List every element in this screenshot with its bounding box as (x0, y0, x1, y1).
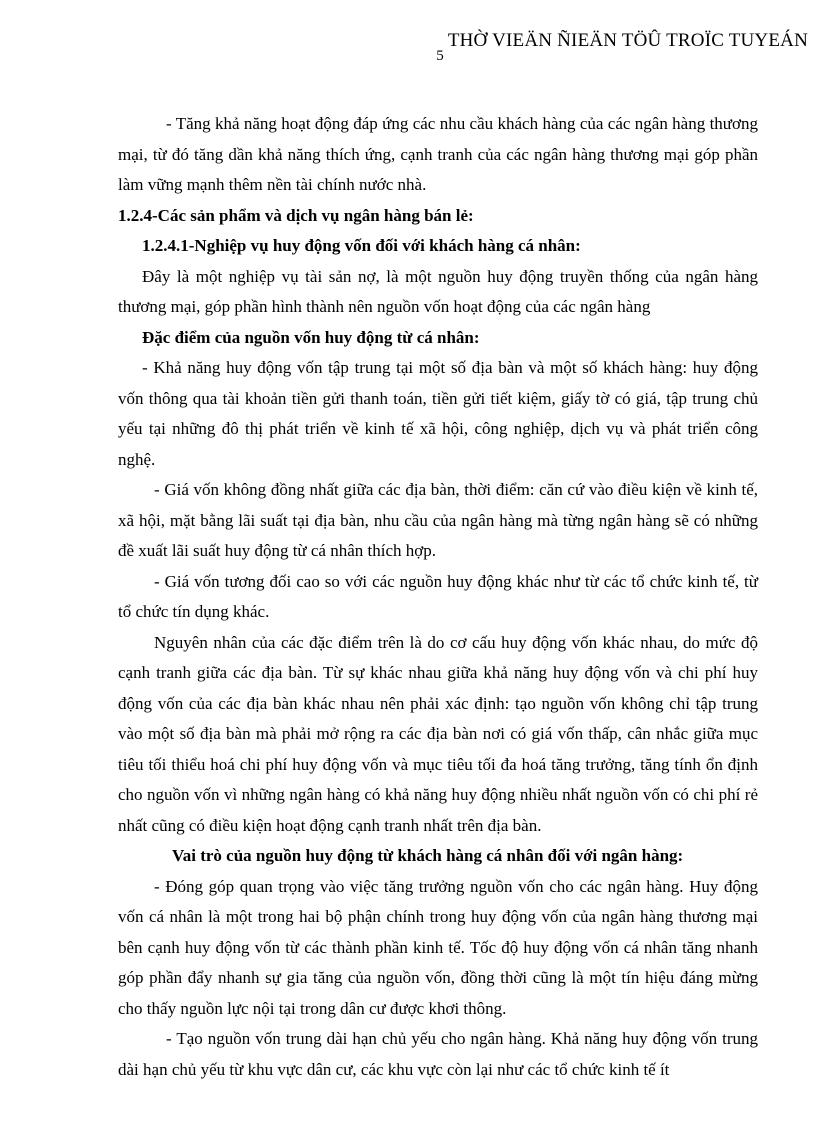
role-heading: Vai trò của nguồn huy động từ khách hàng cá nhân đối với ngân hàng: (172, 846, 684, 865)
paragraph-role-2: - Tạo nguồn vốn trung dài hạn chủ yếu cho ngân hàng. Khả năng huy động vốn trung dài hạn chủ yếu từ khu vực dân cư, các khu vực còn lại như các tổ chức kinh tế ít (118, 1029, 758, 1079)
paragraph-feature-3: - Giá vốn tương đối cao so với các nguồn huy động khác như từ các tổ chức kinh tế, từ tổ chức tín dụng khác. (118, 571, 758, 621)
subsection-heading: 1.2.4.1-Nghiệp vụ huy động vốn đối với khách hàng cá nhân: (142, 236, 581, 255)
section-heading: 1.2.4-Các sản phẩm và dịch vụ ngân hàng bán lẻ: (118, 205, 474, 225)
page-header-title: THỜ VIEÄN ÑIEÄN TÖÛ TROÏC TUYEÁN (447, 30, 808, 51)
document-body (118, 109, 758, 1085)
paragraph-feature-1: - Khả năng huy động vốn tập trung tại một số địa bàn và một số khách hàng: huy động vốn thông qua tài khoản tiền gửi thanh toán, tiền gửi tiết kiệm, giấy tờ có giá, tập trung chủ yếu tại những đô thị phát triển về kinh tế xã hội, công nghiệp, dịch vụ và phát triển công nghệ. (118, 358, 758, 469)
paragraph-definition: Đây là một nghiệp vụ tài sản nợ, là một nguồn huy động truyền thống của ngân hàng thương mại, góp phần hình thành nên nguồn vốn hoạt động của các ngân hàng (118, 266, 758, 316)
paragraph-causes: Nguyên nhân của các đặc điểm trên là do cơ cấu huy động vốn khác nhau, do mức độ cạnh tranh giữa các địa bàn. Từ sự khác nhau giữa khả năng huy động vốn và chi phí huy động vốn của các địa bàn khác nhau nên phải xác định: tạo nguồn vốn không chỉ tập trung vào một số địa bàn mà phải mở rộng ra các địa bàn nơi có giá vốn thấp, cân nhắc giữa mục tiêu tối thiểu hoá chi phí huy động vốn và mục tiêu tối đa hoá tăng trưởng, tăng tính ổn định cho nguồn vốn vì những ngân hàng có khả năng huy động nhiều nhất nguồn vốn có chi phí rẻ nhất cũng có điều kiện hoạt động cạnh tranh nhất trên địa bàn. (118, 632, 758, 835)
paragraph-feature-2: - Giá vốn không đồng nhất giữa các địa bàn, thời điểm: căn cứ vào điều kiện về kinh tế, xã hội, mặt bằng lãi suất tại địa bàn, nhu cầu của ngân hàng mà từng ngân hàng sẽ có những đề xuất lãi suất huy động từ cá nhân thích hợp. (118, 480, 758, 560)
page-number: 5 (436, 48, 444, 64)
paragraph-intro: - Tăng khả năng hoạt động đáp ứng các nhu cầu khách hàng của các ngân hàng thương mại, từ đó tăng dần khả năng thích ứng, cạnh tranh của các ngân hàng thương mại góp phần làm vững mạnh thêm nền tài chính nước nhà. (118, 114, 758, 194)
paragraph-role-1: - Đóng góp quan trọng vào việc tăng trưởng nguồn vốn cho các ngân hàng. Huy động vốn cá nhân là một trong hai bộ phận chính trong huy động vốn của ngân hàng thương mại bên cạnh huy động vốn từ các thành phần kinh tế. Tốc độ huy động vốn cá nhân tăng nhanh góp phần đẩy nhanh sự gia tăng của nguồn vốn, đồng thời cũng là một tín hiệu đáng mừng cho thấy nguồn lực nội tại trong dân cư được khơi thông. (118, 876, 758, 1018)
features-heading: Đặc điểm của nguồn vốn huy động từ cá nhân: (142, 327, 480, 347)
